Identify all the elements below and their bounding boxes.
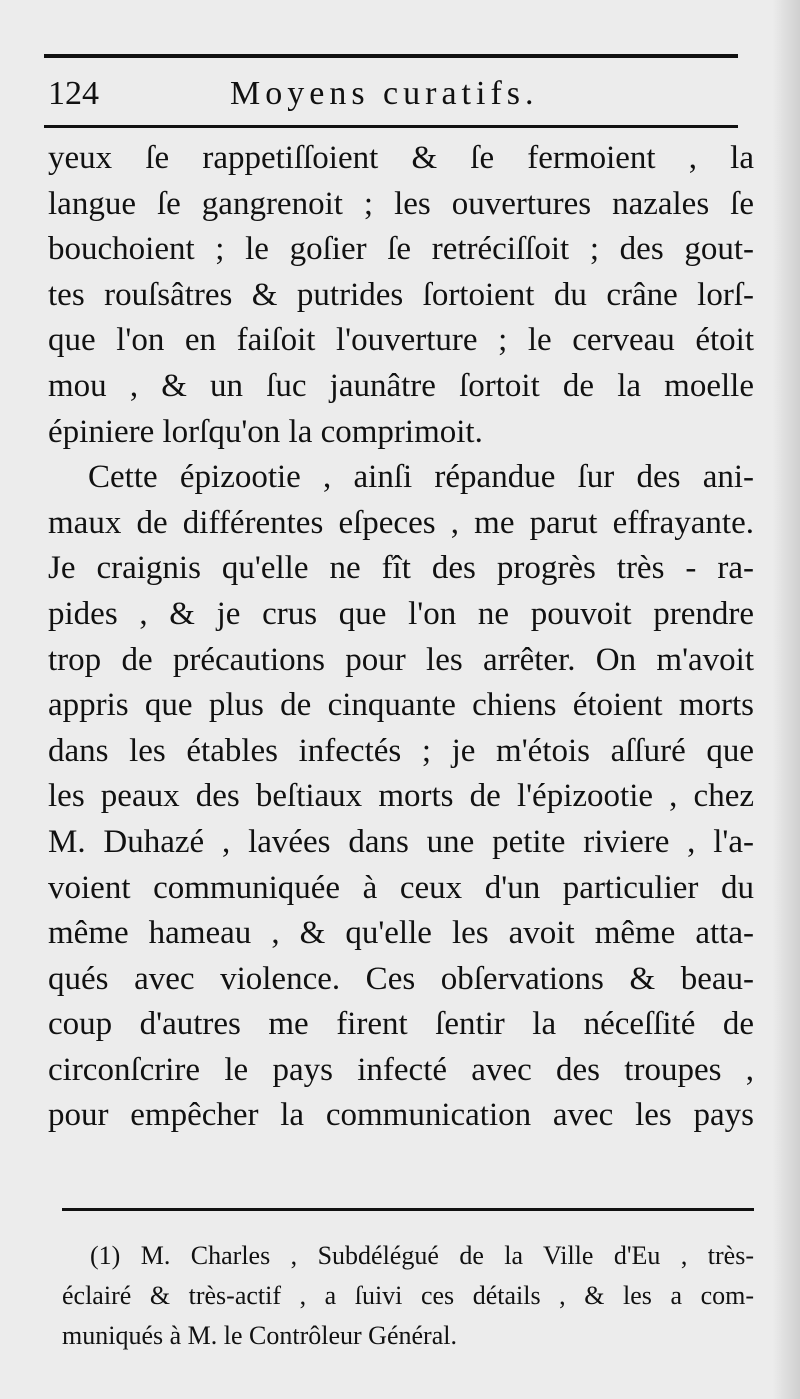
text-line: M. Duhazé , lavées dans une petite riviere , l'a- <box>48 823 754 860</box>
text-line: yeux ſe rappetiſſoient & ſe fermoient , la <box>48 140 754 176</box>
text-line: tes rouſsâtres & putrides ſortoient du crâne lorſ- <box>48 276 754 313</box>
text-line: trop de précautions pour les arrêter. On m'avoit <box>48 641 754 678</box>
text-line: voient communiquée à ceux d'un particulier du <box>48 869 754 906</box>
text-line: coup d'autres me firent ſentir la néceſſité de <box>48 1006 754 1043</box>
running-header <box>44 70 738 118</box>
text-line: maux de différentes eſpeces , me parut effrayante. <box>48 504 754 541</box>
footnote-line: muniqués à M. le Contrôleur Général. <box>62 1321 457 1350</box>
text-line: circonſcrire le pays infecté avec des troupes , <box>48 1051 754 1088</box>
text-line: langue ſe gangrenoit ; les ouvertures nazales ſe <box>48 185 754 222</box>
text-line: même hameau , & qu'elle les avoit même atta- <box>48 915 754 952</box>
body-text <box>48 136 754 1139</box>
top-rule <box>44 54 738 58</box>
text-line: dans les étables infectés ; je m'étois aſſuré que <box>48 732 754 769</box>
header-rule <box>44 125 738 128</box>
footnote-line: éclairé & très-actif , a ſuivi ces détails , & les a com- <box>62 1281 754 1310</box>
footnote-rule <box>62 1208 754 1211</box>
text-line: Cette épizootie , ainſi répandue ſur des ani- <box>88 459 754 496</box>
text-line: pour empêcher la communication avec les pays <box>48 1097 754 1134</box>
text-line: que l'on en faiſoit l'ouverture ; le cerveau étoit <box>48 322 754 359</box>
text-line: pides , & je crus que l'on ne pouvoit prendre <box>48 595 754 632</box>
text-line: appris que plus de cinquante chiens étoient morts <box>48 687 754 724</box>
page-number: 124 <box>48 75 99 112</box>
text-line: qués avec violence. Ces obſervations & beau- <box>48 960 754 997</box>
text-line: mou , & un ſuc jaunâtre ſortoit de la moelle <box>48 367 754 404</box>
text-line: bouchoient ; le goſier ſe retréciſſoit ; des gout- <box>48 231 754 268</box>
text-line: épiniere lorſqu'on la comprimoit. <box>48 413 483 450</box>
text-line: les peaux des beſtiaux morts de l'épizootie , chez <box>48 778 754 815</box>
running-title: Moyens curatifs. <box>230 75 539 112</box>
footnote-line: (1) M. Charles , Subdélégué de la Ville d'Eu , très- <box>90 1241 754 1270</box>
text-line: Je craignis qu'elle ne fît des progrès très - ra- <box>48 550 754 587</box>
footnote <box>62 1236 754 1356</box>
